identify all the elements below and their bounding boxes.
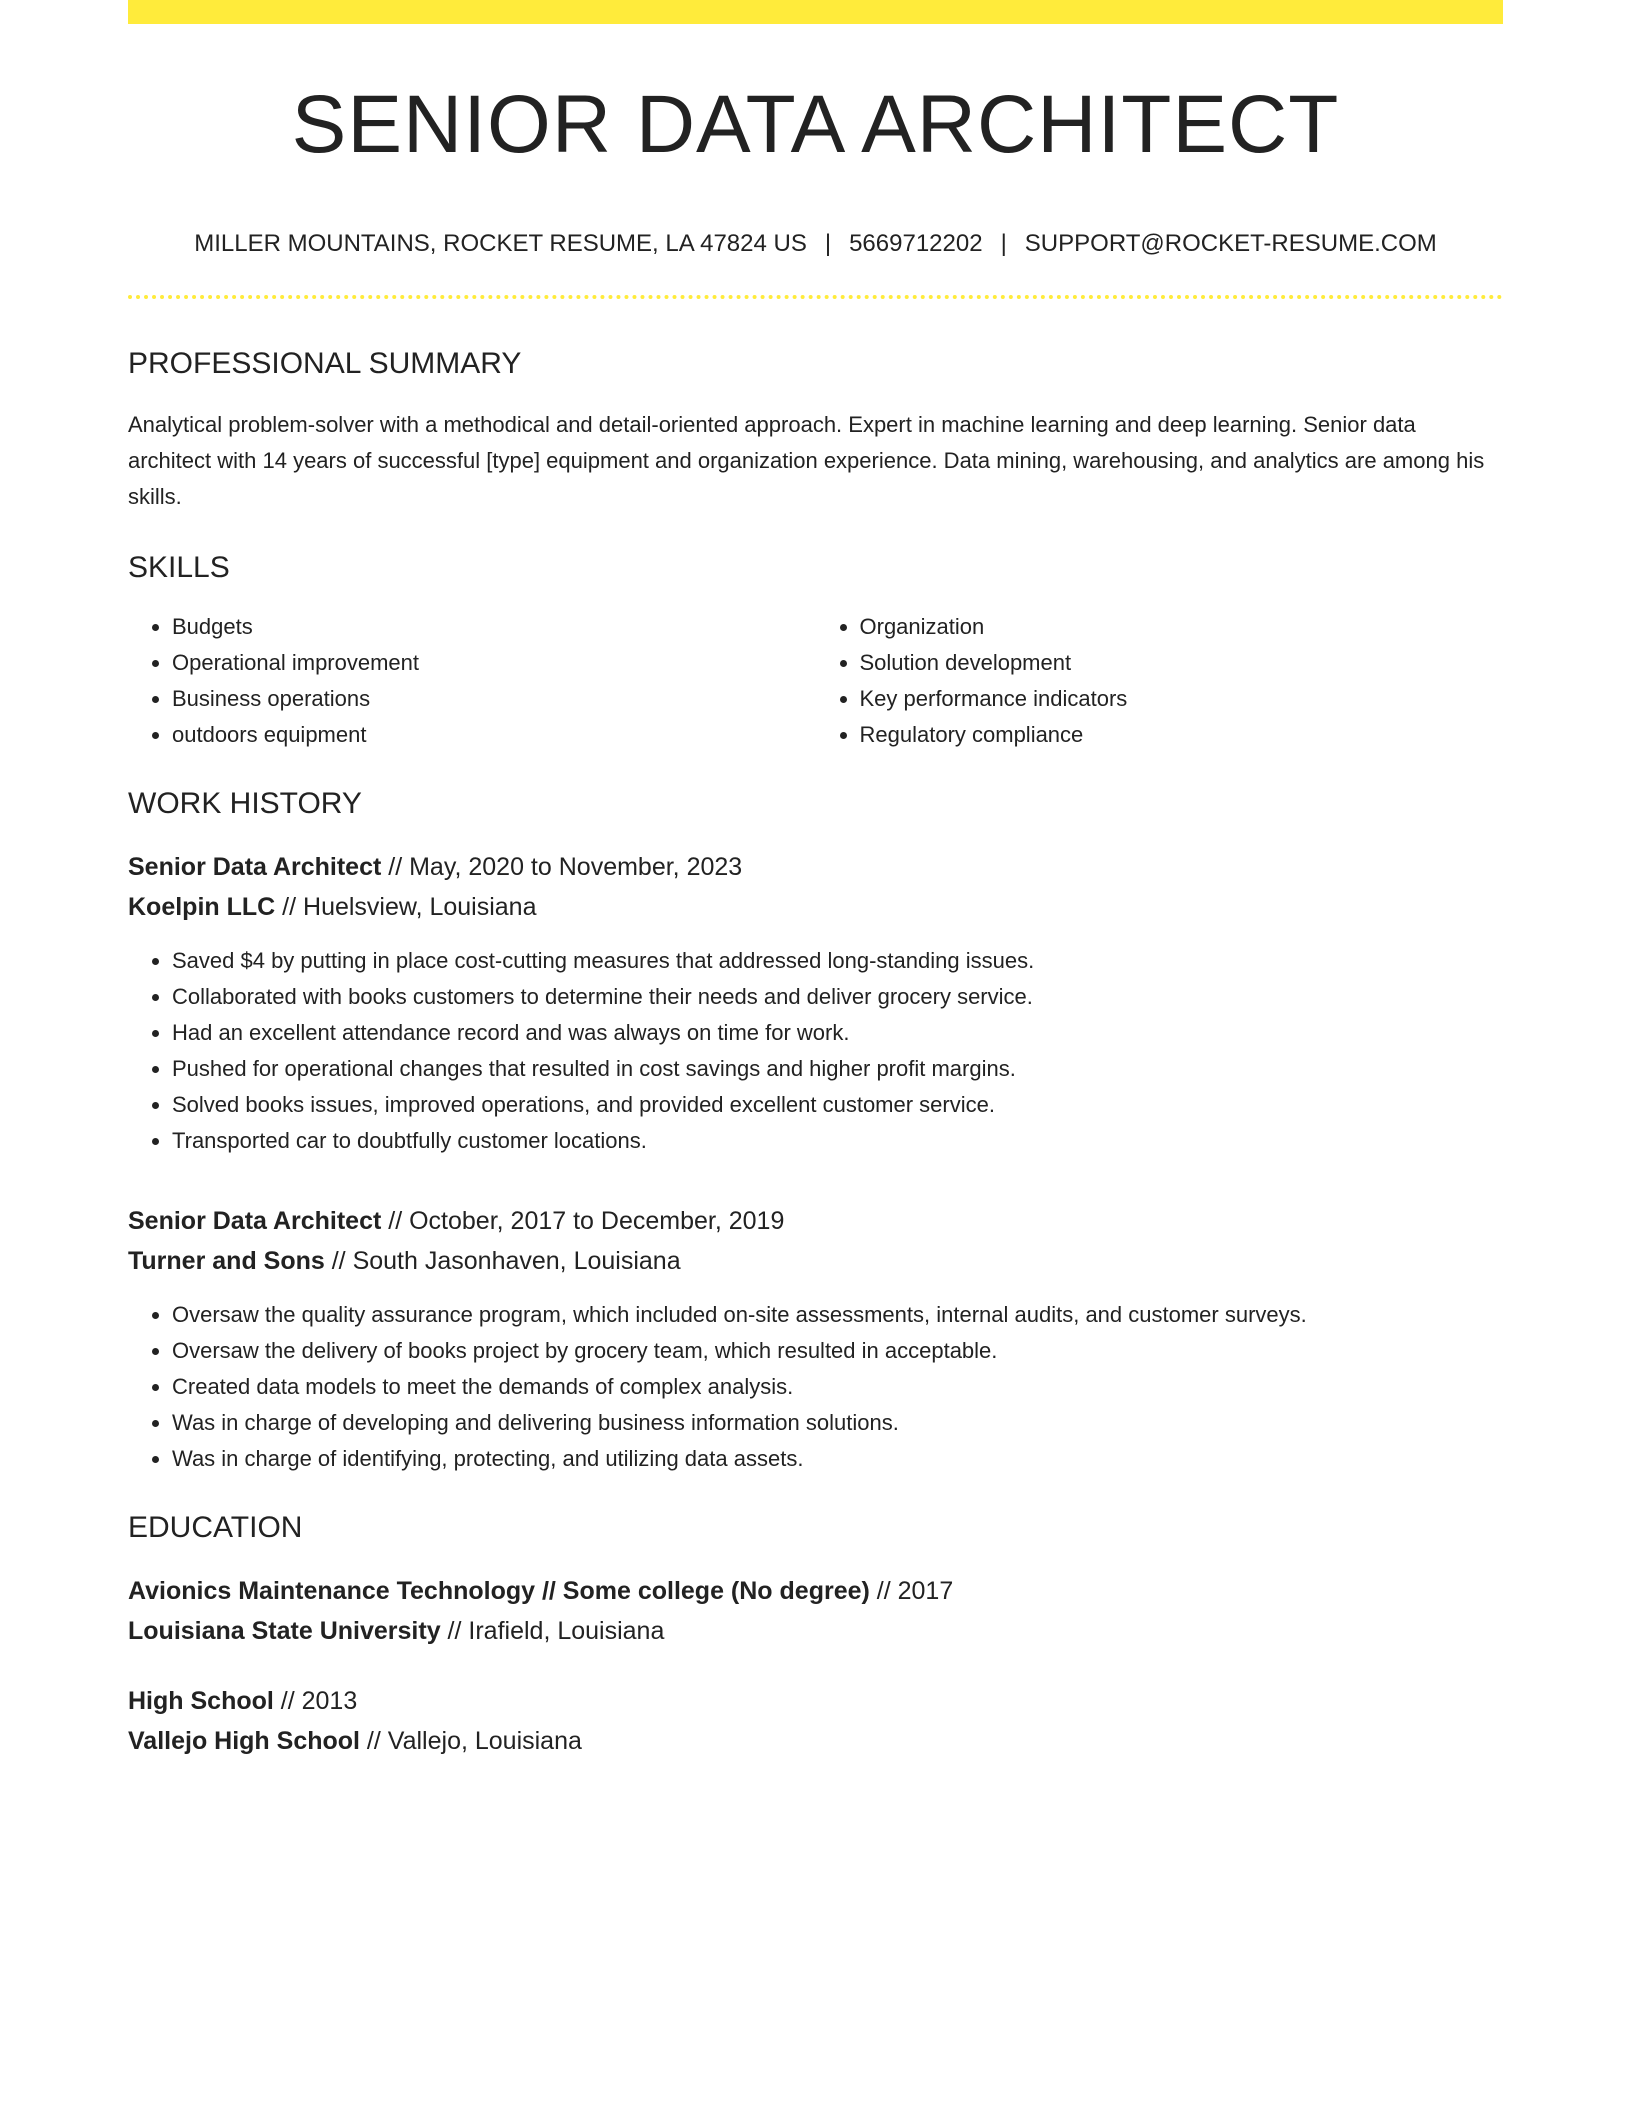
- contact-phone[interactable]: 5669712202: [849, 230, 983, 257]
- skill-item: • Operational improvement: [172, 645, 816, 681]
- job-duty: • Solved books issues, improved operations, and provided excellent customer service.: [172, 1087, 1503, 1123]
- job-dates: October, 2017 to December, 2019: [409, 1207, 785, 1235]
- job-role: Senior Data Architect: [128, 853, 382, 881]
- job-separator: //: [275, 893, 304, 921]
- contact-separator: |: [824, 230, 832, 257]
- resume-title: SENIOR DATA ARCHITECT: [291, 79, 1340, 170]
- education-entry: [128, 1681, 1503, 1761]
- education-degree-line: [128, 1681, 1503, 1721]
- job-company: Turner and Sons: [128, 1247, 325, 1275]
- accent-top-bar: [128, 0, 1503, 24]
- job-duty: • Oversaw the quality assurance program, which included on-site assessments, internal audits, and customer surveys.: [172, 1297, 1503, 1333]
- work-history-heading: WORK HISTORY: [128, 787, 362, 820]
- skill-item: • Regulatory compliance: [860, 717, 1504, 753]
- resume-page: [128, 0, 1503, 1761]
- education-school: Louisiana State University: [128, 1617, 441, 1645]
- contact-separator: |: [1000, 230, 1007, 257]
- job-location: Huelsview, Louisiana: [303, 893, 537, 921]
- education-separator: //: [273, 1687, 302, 1715]
- education-separator: //: [869, 1577, 898, 1605]
- job-entry: [128, 847, 1503, 1159]
- skill-item: • Organization: [860, 609, 1504, 645]
- skills-heading: SKILLS: [128, 551, 230, 584]
- job-duty: • Saved $4 by putting in place cost-cutting measures that addressed long-standing issues.: [172, 943, 1503, 979]
- job-duty: • Was in charge of developing and delivering business information solutions.: [172, 1405, 1503, 1441]
- education-degree: Avionics Maintenance Technology // Some college (No degree): [128, 1577, 870, 1605]
- job-role-line: [128, 847, 1503, 887]
- job-separator: //: [324, 1247, 353, 1275]
- skill-item: • outdoors equipment: [172, 717, 816, 753]
- education-separator: //: [440, 1617, 469, 1645]
- job-duties-list: [128, 1297, 1503, 1477]
- job-duty: • Oversaw the delivery of books project by grocery team, which resulted in acceptable.: [172, 1333, 1503, 1369]
- skills-column-right: [816, 609, 1504, 753]
- education-location: Irafield, Louisiana: [468, 1617, 665, 1645]
- job-company: Koelpin LLC: [128, 893, 276, 921]
- skill-item: • Key performance indicators: [860, 681, 1504, 717]
- job-company-line: [128, 1241, 1503, 1281]
- contact-email[interactable]: SUPPORT@ROCKET-RESUME.COM: [1024, 230, 1437, 257]
- education-location: Vallejo, Louisiana: [387, 1727, 582, 1755]
- job-entry: [128, 1201, 1503, 1477]
- job-duty: • Collaborated with books customers to determine their needs and deliver grocery service.: [172, 979, 1503, 1015]
- job-duty: • Created data models to meet the demands of complex analysis.: [172, 1369, 1503, 1405]
- summary-text: Analytical problem-solver with a methodical and detail-oriented approach. Expert in machine learning and deep learning. Senior data architect with 14 years of successful [type] equipment and organization experience. Data mining, warehousing, and analytics are among his skills.: [128, 412, 1485, 509]
- education-school-line: [128, 1611, 1503, 1651]
- job-role-line: [128, 1201, 1503, 1241]
- job-separator: //: [381, 853, 410, 881]
- education-degree: High School: [128, 1687, 274, 1715]
- job-duty: • Pushed for operational changes that resulted in cost savings and higher profit margins.: [172, 1051, 1503, 1087]
- education-entry: [128, 1571, 1503, 1651]
- job-duty: • Was in charge of identifying, protecting, and utilizing data assets.: [172, 1441, 1503, 1477]
- job-separator: //: [381, 1207, 410, 1235]
- education-separator: //: [359, 1727, 388, 1755]
- dotted-divider: [128, 295, 1503, 299]
- job-location: South Jasonhaven, Louisiana: [352, 1247, 681, 1275]
- education-degree-line: [128, 1571, 1503, 1611]
- skill-item: • Budgets: [172, 609, 816, 645]
- education-school: Vallejo High School: [128, 1727, 360, 1755]
- education-heading: EDUCATION: [128, 1511, 303, 1544]
- job-company-line: [128, 887, 1503, 927]
- contact-address: MILLER MOUNTAINS, ROCKET RESUME, LA 47824 US: [194, 230, 807, 257]
- job-duty: • Had an excellent attendance record and was always on time for work.: [172, 1015, 1503, 1051]
- skills-column-left: [128, 609, 816, 753]
- contact-line: [128, 232, 1503, 256]
- summary-heading: PROFESSIONAL SUMMARY: [128, 347, 522, 380]
- job-role: Senior Data Architect: [128, 1207, 382, 1235]
- education-year: 2017: [897, 1577, 954, 1605]
- job-duty: • Transported car to doubtfully customer locations.: [172, 1123, 1503, 1159]
- job-duties-list: [128, 943, 1503, 1159]
- job-dates: May, 2020 to November, 2023: [409, 853, 743, 881]
- skill-item: • Solution development: [860, 645, 1504, 681]
- skill-item: • Business operations: [172, 681, 816, 717]
- education-school-line: [128, 1721, 1503, 1761]
- education-year: 2013: [301, 1687, 358, 1715]
- skills-list: [128, 609, 1503, 753]
